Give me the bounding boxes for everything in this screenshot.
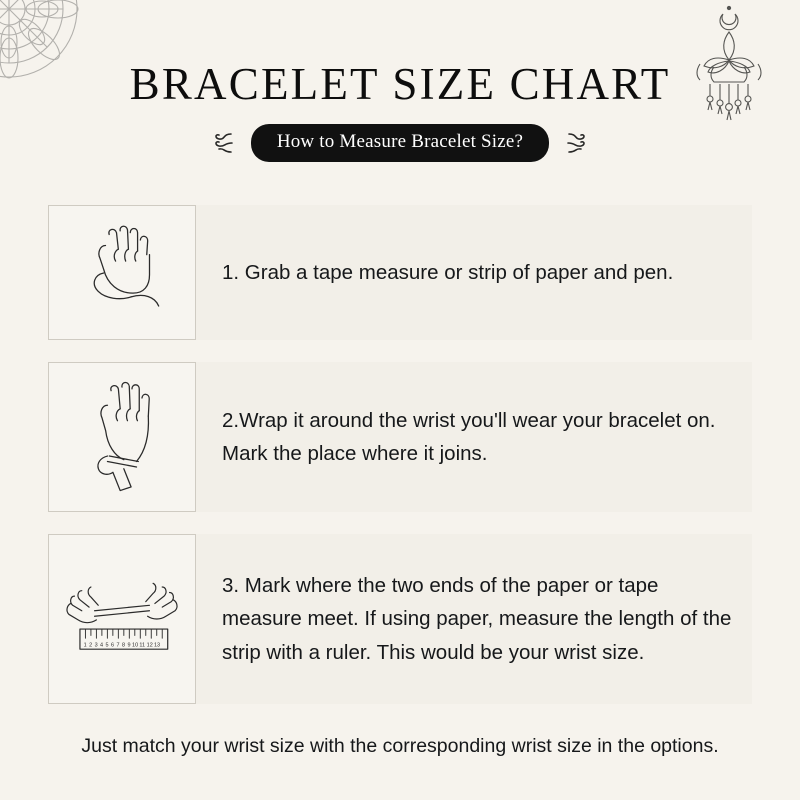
svg-text:7: 7 <box>116 642 120 649</box>
svg-text:1: 1 <box>83 642 87 649</box>
footer-note: Just match your wrist size with the corresponding wrist size in the options. <box>81 735 719 757</box>
svg-text:12: 12 <box>146 642 153 649</box>
measuring-paper-strip-with-ruler-illustration <box>48 534 196 704</box>
list-item <box>48 534 752 704</box>
page-title: BRACELET SIZE CHART <box>129 59 671 109</box>
svg-text:2: 2 <box>89 642 93 649</box>
hand-holding-tape-measure-illustration <box>48 205 196 340</box>
step-text: 1. Grab a tape measure or strip of paper and pen. <box>222 260 674 284</box>
scroll-flourish-left-icon <box>211 130 237 156</box>
svg-text:5: 5 <box>105 642 109 649</box>
svg-text:6: 6 <box>111 642 115 649</box>
list-item <box>48 205 752 340</box>
svg-text:10: 10 <box>132 642 139 649</box>
svg-text:9: 9 <box>127 642 131 649</box>
list-item <box>48 362 752 512</box>
scroll-flourish-right-icon <box>563 130 589 156</box>
step-text: 3. Mark where the two ends of the paper or tape measure meet. If using paper, measure the length of the strip with a ruler. This would be your wrist size. <box>222 574 732 664</box>
svg-text:8: 8 <box>122 642 126 649</box>
svg-text:11: 11 <box>139 642 146 649</box>
subtitle-row <box>0 124 800 162</box>
tape-measure-wrapped-around-wrist-illustration <box>48 362 196 512</box>
steps-list <box>48 205 752 726</box>
svg-text:3: 3 <box>94 642 98 649</box>
step-text: 2.Wrap it around the wrist you'll wear your bracelet on. Mark the place where it joins. <box>222 408 716 465</box>
subtitle-pill: How to Measure Bracelet Size? <box>251 124 549 162</box>
svg-text:4: 4 <box>100 642 104 649</box>
svg-text:13: 13 <box>154 642 161 649</box>
